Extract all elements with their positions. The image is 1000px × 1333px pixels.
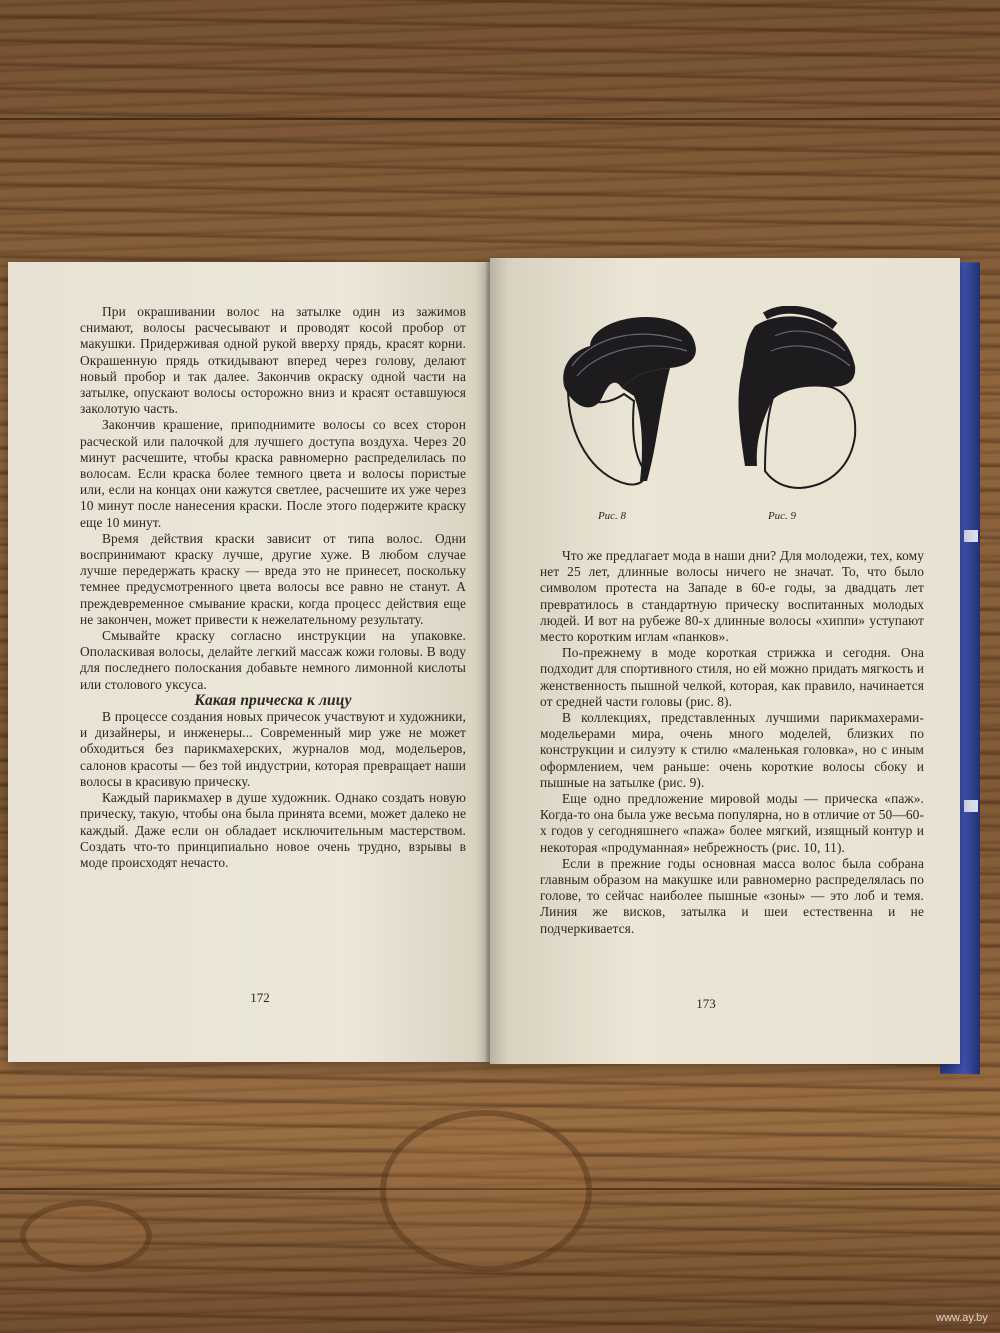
hairstyle-bob-illustration xyxy=(552,306,702,496)
watermark: www.ay.by xyxy=(936,1312,988,1324)
cover-stripe xyxy=(964,800,978,812)
paragraph: Еще одно предложение мировой моды — прическа «паж». Когда-то она была уже весьма популярна, но в отличие от 50—60-х годов у сегодняшнего «пажа» более мягкий, изящный контур и некоторая «продуманная» небрежность (рис. 10, 11). xyxy=(540,791,924,855)
paragraph: При окрашивании волос на затылке один из зажимов снимают, волосы расчесывают и проводят косой пробор от макушки. Придерживая одной рукой вверху прядь, красят корни. Окрашенную прядь откидывают вперед через голову, делают новый пробор и так далее. Закончив окраску одной части на затылке, опускают волосы осторожно вниз и красят оставшуюся заколотую часть. xyxy=(80,304,466,417)
paragraph: Закончив крашение, приподнимите волосы со всех сторон расческой или палочкой для лучшего доступа воздуха. Через 20 минут расчешите, чтобы краска равномерно распределилась по волосам. Если краска более темного цвета и волосы пористые или, если на концах они кажутся светлее, расчешите их уже через 10 минут после нанесения краски. После этого подержите краску еще 10 минут. xyxy=(80,417,466,530)
right-page xyxy=(490,258,960,1064)
paragraph: В процессе создания новых причесок участвуют и художники, и дизайнеры, и инженеры... Современный мир уже не может обходиться без парикмахерских, журналов мод, модельеров, салонов красоты — без той индустрии, которая превращает наши волосы в красивую прическу. xyxy=(80,709,466,789)
left-page-text xyxy=(80,304,466,871)
figure-caption: Рис. 9 xyxy=(767,510,797,522)
left-page xyxy=(8,262,494,1062)
cover-stripe xyxy=(964,530,978,542)
paragraph: Что же предлагает мода в наши дни? Для молодежи, тех, кому нет 25 лет, длинные волосы ничего не значат. То, что было символом протеста на Западе в 60-е годы, за двадцать лет превратилось в стандартную прическу воспитанных молодых людей. И вот на рубеже 80-х длинные волосы «хиппи» уступают место коротким иглам «панков». xyxy=(540,548,924,645)
paragraph: Если в прежние годы основная масса волос была собрана главным образом на макушке или равномерно распределялась по голове, то сейчас наиболее пышные «зоны» — это лоб и темя. Линия же висков, затылка и шеи естественна и не подчеркивается. xyxy=(540,855,924,936)
paragraph: В коллекциях, представленных лучшими парикмахерами-модельерами мира, очень много моделей, близких по конструкции и силуэту к стилю «маленькая головка», но с иным оформлением, чем раньше: очень короткие волосы сбоку и пышные на затылке (рис. 9). xyxy=(540,710,924,790)
page-number: 172 xyxy=(250,990,270,1005)
paragraph: По-прежнему в моде короткая стрижка и сегодня. Она подходит для спортивного стиля, но ей можно придать мягкость и женственность пышной челкой, которая, как правило, начинается от средней части головы (рис. 8). xyxy=(540,645,924,709)
section-heading: Какая прическа к лицу xyxy=(194,691,352,709)
paragraph: Время действия краски зависит от типа волос. Одни воспринимают краску лучше, другие хуже. В любом случае лучше передержать краску — вреда это не принесет, поскольку темнее предусмотренного цвета волосы все равно не станут. А преждевременное смывание краски, когда процесс действия еще не закончен, может привести к нежелательному результату. xyxy=(80,530,466,627)
page-number: 173 xyxy=(696,996,716,1011)
paragraph: Смывайте краску согласно инструкции на упаковке. Ополаскивая волосы, делайте легкий массаж кожи головы. В воду для последнего полоскания добавьте немного лимонной кислоты или столового уксуса. xyxy=(80,628,466,692)
hairstyle-short-illustration xyxy=(715,306,865,496)
right-page-text xyxy=(540,548,924,937)
figure-caption: Рис. 8 xyxy=(597,510,627,522)
paragraph: Каждый парикмахер в душе художник. Однако создать новую прическу, такую, чтобы она была принята всеми, может далеко не каждый. Даже если он обладает исключительным мастерством. Создать что-то принципиально новое очень трудно, взрывы в моде происходят нечасто. xyxy=(80,790,466,870)
